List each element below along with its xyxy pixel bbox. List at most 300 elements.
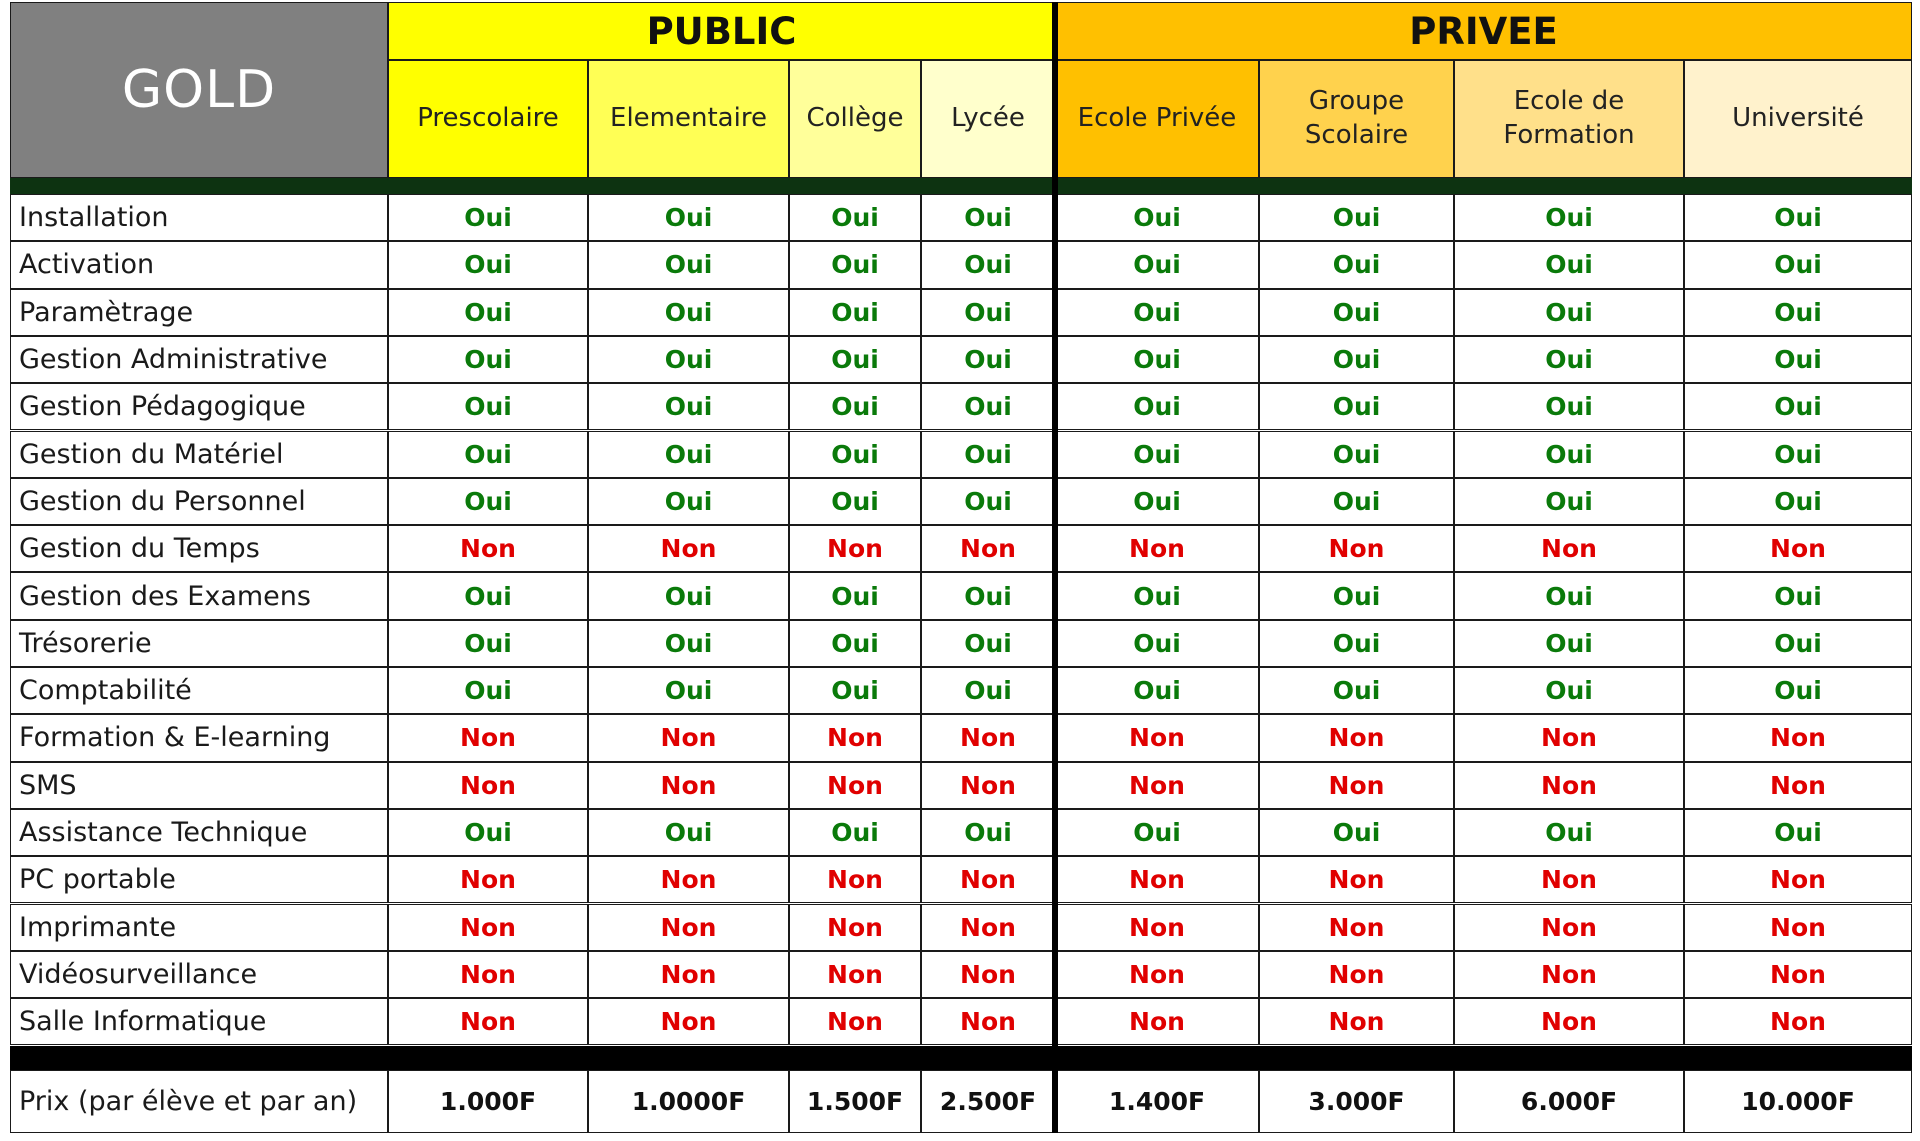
value-text: Oui — [831, 628, 879, 658]
column-header — [1684, 60, 1912, 178]
group-header — [388, 2, 1055, 60]
value-text: Non — [1129, 1007, 1185, 1037]
value-cell — [789, 478, 921, 525]
value-text: Non — [460, 723, 516, 753]
value-cell — [1259, 951, 1454, 998]
value-cell — [388, 714, 588, 761]
value-text: Oui — [1133, 203, 1181, 233]
value-cell — [789, 620, 921, 667]
group-header-label: PRIVEE — [1409, 9, 1558, 53]
price-value: 6.000F — [1520, 1087, 1618, 1116]
value-text: Oui — [464, 297, 512, 327]
value-text: Non — [827, 959, 883, 989]
value-text: Oui — [964, 818, 1012, 848]
value-text: Non — [660, 1007, 717, 1037]
value-cell — [388, 289, 588, 336]
column-header-label: Elementaire — [610, 103, 767, 134]
value-cell — [1454, 241, 1684, 288]
value-text: Non — [1770, 770, 1826, 800]
value-text: Oui — [1545, 250, 1593, 280]
value-cell — [789, 572, 921, 619]
value-cell — [1684, 998, 1912, 1045]
value-cell — [789, 525, 921, 572]
value-text: Oui — [1545, 581, 1593, 611]
value-text: Oui — [1332, 250, 1381, 280]
value-cell — [1259, 383, 1454, 430]
price-value: 1.500F — [806, 1087, 904, 1116]
price-label-text: Prix (par élève et par an) — [19, 1086, 358, 1117]
value-text: Oui — [1545, 439, 1593, 469]
value-text: Oui — [831, 297, 879, 327]
value-cell — [789, 667, 921, 714]
value-text: Oui — [964, 676, 1012, 706]
value-text: Oui — [1774, 345, 1822, 375]
value-cell — [1684, 431, 1912, 478]
value-cell — [789, 431, 921, 478]
value-cell — [921, 525, 1055, 572]
value-text: Non — [1770, 912, 1826, 942]
price-cell — [1454, 1070, 1684, 1133]
column-header-label: Groupe Scolaire — [1304, 86, 1409, 150]
value-text: Oui — [964, 486, 1012, 516]
value-text: Oui — [464, 392, 512, 422]
value-text: Oui — [1133, 345, 1181, 375]
value-cell — [1684, 856, 1912, 903]
value-cell — [588, 998, 789, 1045]
value-cell — [1684, 762, 1912, 809]
column-header — [921, 60, 1055, 178]
value-text: Non — [660, 912, 717, 942]
feature-label-text: Gestion du Temps — [19, 533, 260, 565]
value-text: Non — [827, 534, 883, 564]
value-cell — [388, 572, 588, 619]
value-cell — [789, 336, 921, 383]
feature-label — [10, 572, 388, 619]
column-header — [1454, 60, 1684, 178]
value-cell — [1454, 383, 1684, 430]
value-cell — [1055, 478, 1259, 525]
feature-label-text: Gestion du Matériel — [19, 438, 284, 470]
value-cell — [789, 951, 921, 998]
value-text: Oui — [464, 439, 512, 469]
value-text: Non — [1129, 723, 1185, 753]
value-text: Non — [1328, 959, 1385, 989]
value-cell — [388, 904, 588, 951]
feature-label — [10, 714, 388, 761]
value-cell — [921, 431, 1055, 478]
value-text: Oui — [1332, 345, 1381, 375]
value-cell — [1684, 478, 1912, 525]
feature-label — [10, 478, 388, 525]
value-cell — [1055, 336, 1259, 383]
value-text: Oui — [1545, 818, 1593, 848]
value-text: Oui — [464, 581, 512, 611]
value-cell — [921, 809, 1055, 856]
value-text: Non — [827, 1007, 883, 1037]
value-cell — [789, 762, 921, 809]
value-cell — [1055, 856, 1259, 903]
feature-label — [10, 762, 388, 809]
value-text: Non — [660, 770, 717, 800]
feature-label — [10, 241, 388, 288]
price-value: 1.400F — [1108, 1087, 1206, 1116]
value-cell — [921, 667, 1055, 714]
value-cell — [388, 431, 588, 478]
value-cell — [1055, 762, 1259, 809]
value-text: Oui — [1332, 486, 1381, 516]
value-cell — [789, 904, 921, 951]
value-cell — [1259, 525, 1454, 572]
value-cell — [1259, 714, 1454, 761]
value-text: Oui — [664, 345, 713, 375]
price-value: 2.500F — [939, 1087, 1037, 1116]
value-cell — [1055, 383, 1259, 430]
price-cell — [1684, 1070, 1912, 1133]
value-cell — [921, 336, 1055, 383]
value-cell — [1684, 525, 1912, 572]
feature-label-text: Assistance Technique — [19, 817, 308, 849]
value-text: Oui — [664, 628, 713, 658]
value-cell — [1259, 762, 1454, 809]
value-cell — [1259, 809, 1454, 856]
value-text: Oui — [464, 250, 512, 280]
value-cell — [921, 194, 1055, 241]
price-value: 3.000F — [1308, 1087, 1405, 1116]
value-text: Oui — [1332, 676, 1381, 706]
value-cell — [1259, 667, 1454, 714]
value-text: Oui — [664, 297, 713, 327]
value-cell — [588, 431, 789, 478]
value-text: Non — [660, 865, 717, 895]
value-text: Non — [1541, 723, 1597, 753]
value-text: Oui — [664, 250, 713, 280]
feature-label-text: Vidéosurveillance — [19, 958, 258, 990]
value-text: Non — [1770, 534, 1826, 564]
value-text: Oui — [1332, 392, 1381, 422]
value-text: Oui — [831, 250, 879, 280]
value-cell — [789, 998, 921, 1045]
value-text: Oui — [664, 676, 713, 706]
value-text: Oui — [1332, 818, 1381, 848]
value-cell — [1454, 762, 1684, 809]
value-cell — [789, 809, 921, 856]
feature-label-text: Installation — [19, 202, 169, 234]
column-header-label: Université — [1732, 103, 1864, 134]
value-text: Non — [460, 770, 516, 800]
value-cell — [1684, 667, 1912, 714]
value-cell — [1454, 998, 1684, 1045]
price-cell — [588, 1070, 789, 1133]
feature-label — [10, 667, 388, 714]
price-cell — [1259, 1070, 1454, 1133]
value-text: Oui — [664, 581, 713, 611]
value-text: Non — [1770, 1007, 1826, 1037]
value-text: Oui — [831, 676, 879, 706]
plan-title — [10, 2, 388, 178]
value-text: Oui — [1545, 676, 1593, 706]
value-cell — [1684, 809, 1912, 856]
value-cell — [1454, 478, 1684, 525]
value-text: Non — [1129, 912, 1185, 942]
value-cell — [388, 620, 588, 667]
value-cell — [1684, 241, 1912, 288]
value-text: Non — [1541, 770, 1597, 800]
value-cell — [588, 714, 789, 761]
value-cell — [388, 525, 588, 572]
feature-label — [10, 336, 388, 383]
column-header-label: Ecole de Formation — [1503, 86, 1635, 150]
value-text: Oui — [1774, 628, 1822, 658]
value-text: Oui — [1545, 203, 1593, 233]
value-text: Oui — [464, 818, 512, 848]
value-cell — [1259, 856, 1454, 903]
value-text: Oui — [1545, 297, 1593, 327]
value-text: Non — [827, 865, 883, 895]
group-header-label: PUBLIC — [646, 9, 797, 53]
price-cell — [789, 1070, 921, 1133]
value-text: Non — [827, 723, 883, 753]
value-cell — [388, 951, 588, 998]
feature-label-text: Trésorerie — [19, 627, 152, 659]
value-text: Oui — [1545, 392, 1593, 422]
value-cell — [1259, 998, 1454, 1045]
value-cell — [789, 383, 921, 430]
value-cell — [789, 194, 921, 241]
value-cell — [1684, 620, 1912, 667]
value-text: Oui — [664, 818, 713, 848]
value-text: Oui — [831, 818, 879, 848]
value-text: Non — [1328, 865, 1385, 895]
value-cell — [1259, 904, 1454, 951]
feature-label — [10, 525, 388, 572]
feature-label-text: Imprimante — [19, 911, 177, 943]
value-text: Oui — [964, 581, 1012, 611]
feature-label-text: Gestion Administrative — [19, 344, 328, 376]
feature-label — [10, 194, 388, 241]
value-text: Non — [1129, 770, 1185, 800]
feature-label — [10, 620, 388, 667]
value-cell — [1684, 336, 1912, 383]
value-cell — [1259, 478, 1454, 525]
value-text: Non — [1328, 1007, 1385, 1037]
value-text: Non — [1541, 534, 1597, 564]
column-header-label: Ecole Privée — [1077, 103, 1237, 134]
feature-label-text: Activation — [19, 249, 155, 281]
value-text: Oui — [664, 392, 713, 422]
value-cell — [921, 762, 1055, 809]
value-text: Oui — [1774, 392, 1822, 422]
value-cell — [1259, 194, 1454, 241]
value-text: Oui — [831, 439, 879, 469]
value-text: Oui — [1545, 628, 1593, 658]
feature-label-text: SMS — [19, 769, 77, 801]
price-value: 1.000F — [439, 1087, 537, 1116]
value-cell — [1454, 904, 1684, 951]
value-text: Oui — [1133, 486, 1181, 516]
feature-label — [10, 904, 388, 951]
value-cell — [1055, 951, 1259, 998]
value-text: Oui — [964, 297, 1012, 327]
value-text: Oui — [1332, 628, 1381, 658]
value-cell — [588, 241, 789, 288]
column-header-label: Prescolaire — [417, 103, 559, 134]
value-text: Oui — [1545, 345, 1593, 375]
value-text: Oui — [1774, 581, 1822, 611]
value-cell — [1259, 572, 1454, 619]
value-text: Oui — [831, 203, 879, 233]
value-cell — [921, 904, 1055, 951]
value-cell — [1055, 525, 1259, 572]
value-text: Non — [1541, 912, 1597, 942]
feature-label-text: Gestion des Examens — [19, 580, 311, 612]
value-cell — [1454, 431, 1684, 478]
value-text: Oui — [664, 486, 713, 516]
price-cell — [921, 1070, 1055, 1133]
value-text: Non — [1328, 723, 1385, 753]
value-cell — [1454, 856, 1684, 903]
value-text: Oui — [464, 345, 512, 375]
value-cell — [388, 762, 588, 809]
value-cell — [921, 478, 1055, 525]
column-header — [789, 60, 921, 178]
price-value: 1.0000F — [631, 1087, 746, 1116]
value-text: Oui — [964, 392, 1012, 422]
value-cell — [1055, 289, 1259, 336]
value-text: Oui — [1774, 250, 1822, 280]
group-header — [1055, 2, 1912, 60]
value-text: Non — [1129, 534, 1185, 564]
value-cell — [921, 951, 1055, 998]
value-cell — [1259, 620, 1454, 667]
value-cell — [588, 289, 789, 336]
value-text: Oui — [664, 439, 713, 469]
value-cell — [921, 289, 1055, 336]
value-text: Non — [960, 534, 1016, 564]
value-text: Oui — [1133, 439, 1181, 469]
value-cell — [1454, 620, 1684, 667]
value-text: Non — [460, 959, 516, 989]
value-cell — [388, 194, 588, 241]
value-cell — [1259, 336, 1454, 383]
feature-label-text: Formation & E-learning — [19, 722, 331, 754]
value-cell — [1454, 951, 1684, 998]
value-text: Non — [960, 1007, 1016, 1037]
value-text: Oui — [1133, 676, 1181, 706]
value-text: Oui — [964, 628, 1012, 658]
value-text: Non — [660, 534, 717, 564]
value-text: Non — [1770, 959, 1826, 989]
value-text: Non — [460, 865, 516, 895]
feature-label-text: Comptabilité — [19, 675, 192, 707]
value-cell — [388, 336, 588, 383]
price-label — [10, 1070, 388, 1133]
feature-label-text: Salle Informatique — [19, 1006, 267, 1038]
value-text: Oui — [1133, 628, 1181, 658]
value-cell — [1055, 241, 1259, 288]
value-text: Non — [960, 912, 1016, 942]
value-text: Oui — [1133, 297, 1181, 327]
value-text: Non — [460, 534, 516, 564]
value-text: Non — [1328, 770, 1385, 800]
value-cell — [1684, 572, 1912, 619]
value-cell — [789, 714, 921, 761]
value-cell — [789, 241, 921, 288]
value-cell — [1055, 572, 1259, 619]
value-text: Oui — [1774, 676, 1822, 706]
value-text: Non — [1770, 865, 1826, 895]
value-text: Non — [960, 865, 1016, 895]
value-cell — [1454, 289, 1684, 336]
value-cell — [1454, 809, 1684, 856]
value-cell — [1454, 194, 1684, 241]
value-cell — [588, 525, 789, 572]
value-cell — [588, 572, 789, 619]
value-cell — [1055, 667, 1259, 714]
feature-label — [10, 998, 388, 1045]
column-header — [1055, 60, 1259, 178]
value-cell — [789, 289, 921, 336]
value-text: Oui — [1774, 818, 1822, 848]
column-header-label: Lycée — [951, 103, 1025, 134]
value-cell — [1055, 194, 1259, 241]
value-text: Oui — [964, 345, 1012, 375]
value-text: Oui — [464, 676, 512, 706]
value-cell — [388, 856, 588, 903]
value-text: Oui — [831, 581, 879, 611]
feature-label-text: Paramètrage — [19, 296, 194, 328]
value-text: Non — [1129, 865, 1185, 895]
value-cell — [1259, 431, 1454, 478]
value-text: Non — [960, 723, 1016, 753]
value-text: Oui — [1133, 818, 1181, 848]
value-text: Non — [960, 959, 1016, 989]
value-text: Oui — [831, 392, 879, 422]
value-text: Non — [960, 770, 1016, 800]
feature-label-text: Gestion du Personnel — [19, 485, 306, 517]
value-cell — [388, 998, 588, 1045]
value-text: Non — [660, 959, 717, 989]
value-text: Oui — [831, 486, 879, 516]
value-cell — [1684, 951, 1912, 998]
feature-label — [10, 809, 388, 856]
value-cell — [1454, 525, 1684, 572]
value-cell — [921, 714, 1055, 761]
value-text: Oui — [964, 250, 1012, 280]
value-text: Oui — [1774, 439, 1822, 469]
value-text: Oui — [664, 203, 713, 233]
value-text: Oui — [1332, 439, 1381, 469]
value-cell — [1684, 194, 1912, 241]
value-cell — [1055, 998, 1259, 1045]
value-cell — [1684, 714, 1912, 761]
value-text: Non — [1541, 959, 1597, 989]
value-text: Oui — [1332, 581, 1381, 611]
value-text: Non — [827, 770, 883, 800]
feature-label — [10, 431, 388, 478]
column-header — [1259, 60, 1454, 178]
value-cell — [388, 809, 588, 856]
price-cell — [388, 1070, 588, 1133]
price-divider — [10, 1046, 1912, 1070]
value-cell — [388, 241, 588, 288]
value-cell — [588, 478, 789, 525]
value-text: Oui — [964, 203, 1012, 233]
value-text: Oui — [1332, 203, 1381, 233]
feature-label-text: Gestion Pédagogique — [19, 391, 306, 423]
value-cell — [921, 856, 1055, 903]
feature-label — [10, 383, 388, 430]
value-text: Non — [1541, 865, 1597, 895]
